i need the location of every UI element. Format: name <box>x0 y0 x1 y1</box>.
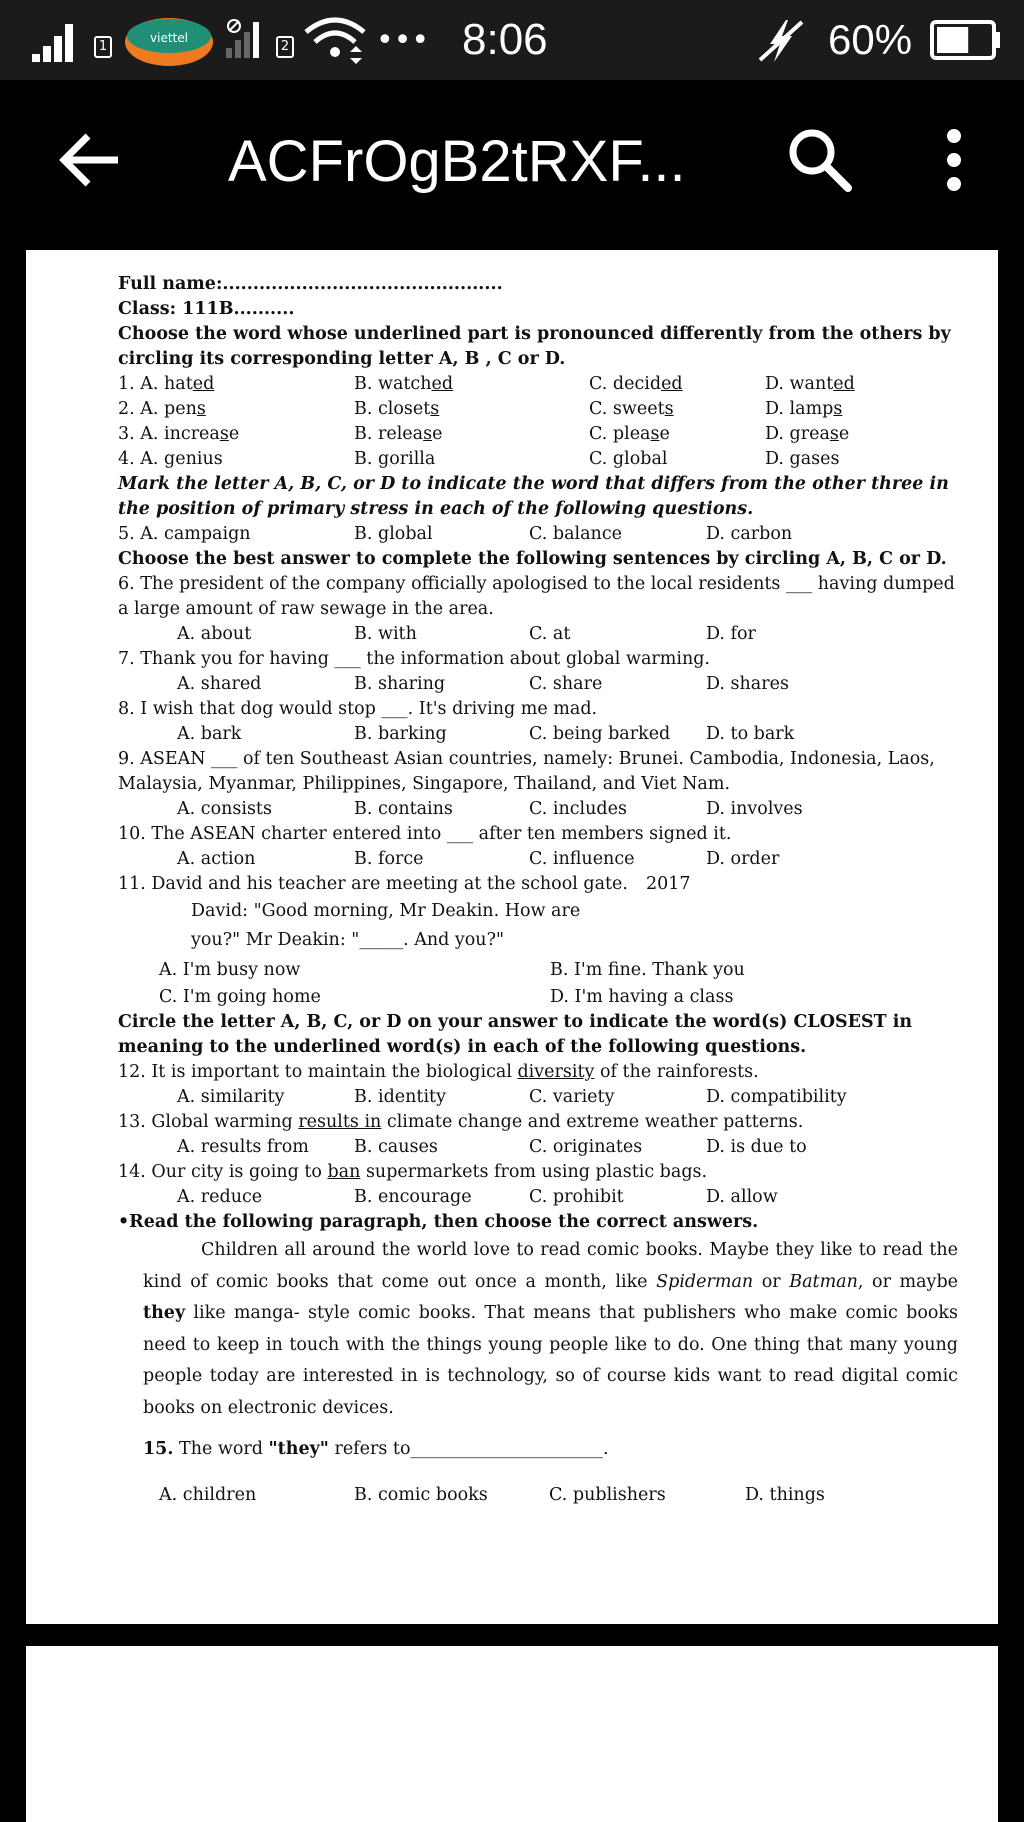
para-batman: Batman <box>789 1271 858 1292</box>
q6-text: 6. The president of the company officially apologised to the local residents ___ having dumped a large amount of raw sewage in the area. <box>118 574 955 619</box>
q11-option-d: D. I'm having a class <box>550 987 734 1007</box>
q2-option-a: 2. A. pens <box>118 399 206 419</box>
para-part-2: , or maybe <box>857 1271 959 1292</box>
q2-option-c: C. sweets <box>589 399 674 419</box>
q9-text: 9. ASEAN ___ of ten Southeast Asian countries, namely: Brunei. Cambodia, Indonesia, Laos, Malaysia, Myanmar, Philippines, Singapore, Thailand, and Viet Nam. <box>118 749 935 794</box>
status-bar <box>0 0 1024 80</box>
q11-option-b: B. I'm fine. Thank you <box>550 960 745 980</box>
q10-text: 10. The ASEAN charter entered into ___ after ten members signed it. <box>118 824 732 844</box>
q4-option-c: C. global <box>589 449 668 469</box>
q10-option-c: C. influence <box>529 849 635 869</box>
q11-option-a: A. I'm busy now <box>159 960 301 980</box>
q13-text <box>118 1110 958 1135</box>
back-arrow-icon[interactable] <box>58 128 122 192</box>
q1-option-d: D. wanted <box>765 374 855 394</box>
q15-text <box>143 1432 958 1466</box>
question-7-options <box>118 672 958 697</box>
battery-icon <box>930 20 1002 60</box>
q15-number: 15. <box>143 1439 174 1459</box>
q13-option-d: D. is due to <box>706 1137 807 1157</box>
q10-option-b: B. force <box>354 849 424 869</box>
q12-option-d: D. compatibility <box>706 1087 847 1107</box>
q11-dialogue-1: David: "Good morning, Mr Deakin. How are <box>191 901 581 921</box>
section-complete-sentences: Choose the best answer to complete the following sentences by circling A, B, C or D. <box>118 549 947 569</box>
class-line: Class: 111B.......... <box>118 299 295 319</box>
q3-option-c: C. please <box>589 424 670 444</box>
q5-option-c: C. balance <box>529 524 622 544</box>
q14-option-c: C. prohibit <box>529 1187 624 1207</box>
q13-option-b: B. causes <box>354 1137 438 1157</box>
q11-dialogue-2: you?" Mr Deakin: "_____. And you?" <box>191 930 505 950</box>
q7-option-d: D. shares <box>706 674 789 694</box>
q12-option-b: B. identity <box>354 1087 446 1107</box>
question-14-options <box>118 1185 958 1210</box>
q3-option-a: 3. A. increase <box>118 424 240 444</box>
section-reading: •Read the following paragraph, then choose the correct answers. <box>118 1212 759 1232</box>
question-4 <box>118 447 958 472</box>
q9-option-d: D. involves <box>706 799 803 819</box>
q8-option-c: C. being barked <box>529 724 671 744</box>
charging-off-icon <box>756 18 806 64</box>
q14-option-b: B. encourage <box>354 1187 472 1207</box>
q7-option-b: B. sharing <box>354 674 446 694</box>
question-1 <box>118 372 958 397</box>
search-icon[interactable] <box>786 126 852 192</box>
q11-text: 11. David and his teacher are meeting at the school gate. <box>118 874 628 894</box>
section-closest-meaning: Circle the letter A, B, C, or D on your answer to indicate the word(s) CLOSEST in meaning to the underlined word(s) in each of the following questions. <box>118 1012 913 1057</box>
question-3 <box>118 422 958 447</box>
q15-option-a: A. children <box>159 1485 257 1505</box>
q4-option-b: B. gorilla <box>354 449 436 469</box>
q5-option-a: 5. A. campaign <box>118 524 251 544</box>
reading-paragraph <box>143 1235 958 1424</box>
section-pronunciation: Choose the word whose underlined part is pronounced differently from the others by circling its corresponding letter A, B , C or D. <box>118 324 951 369</box>
para-part-1: Children all around the world love to read comic books. Maybe they like to read the kind of comic books that come out once a month, like <box>143 1240 958 1292</box>
q7-option-a: A. shared <box>177 674 262 694</box>
q11-year: 2017 <box>646 874 691 894</box>
no-data-signal-icon <box>222 18 282 62</box>
q9-option-a: A. consists <box>177 799 272 819</box>
q1-option-b: B. watched <box>354 374 454 394</box>
q14-underlined: ban <box>327 1162 361 1182</box>
q14-text-post: supermarkets from using plastic bags. <box>360 1162 708 1182</box>
para-or: or <box>753 1271 790 1292</box>
app-bar <box>0 80 1024 250</box>
q15-option-b: B. comic books <box>354 1485 488 1505</box>
q3-option-d: D. grease <box>765 424 850 444</box>
question-11-options-2 <box>118 985 958 1010</box>
q11-text-line <box>118 872 958 897</box>
q15-word: "they" <box>268 1439 329 1459</box>
q6-option-c: C. at <box>529 624 571 644</box>
q6-option-a: A. about <box>177 624 252 644</box>
q6-option-b: B. with <box>354 624 417 644</box>
q12-option-a: A. similarity <box>177 1087 285 1107</box>
overflow-menu-icon[interactable] <box>942 128 966 192</box>
wifi-icon <box>304 16 366 66</box>
sim1-badge: 1 <box>94 36 112 58</box>
question-15-options <box>118 1478 958 1512</box>
q12-text-pre: 12. It is important to maintain the biological <box>118 1062 518 1082</box>
q15-text-pre: The word <box>173 1439 269 1459</box>
q8-option-b: B. barking <box>354 724 447 744</box>
signal-icon <box>32 22 92 62</box>
q13-underlined: results in <box>298 1112 382 1132</box>
document-title: ACFrOgB2tRXF... <box>228 129 686 194</box>
question-5 <box>118 522 958 547</box>
q9-option-b: B. contains <box>354 799 453 819</box>
question-9-options <box>118 797 958 822</box>
battery-percent: 60% <box>828 16 913 63</box>
question-10-options <box>118 847 958 872</box>
full-name-line: Full name:.............................................. <box>118 274 503 294</box>
q3-option-b: B. release <box>354 424 443 444</box>
q7-text: 7. Thank you for having ___ the information about global warming. <box>118 649 710 669</box>
q10-option-d: D. order <box>706 849 780 869</box>
para-they: they <box>143 1303 186 1323</box>
q14-option-a: A. reduce <box>177 1187 263 1207</box>
q1-option-a: 1. A. hated <box>118 374 215 394</box>
clock: 8:06 <box>462 15 548 64</box>
q9-option-c: C. includes <box>529 799 627 819</box>
q12-text-post: of the rainforests. <box>594 1062 759 1082</box>
q1-option-c: C. decided <box>589 374 683 394</box>
svg-text:viettel: viettel <box>150 31 188 45</box>
para-part-3: like manga- style comic books. That means that publishers who make comic books need to keep in touch with the things young people like to do. One thing that many young people today are interested in is technology, so of course kids want to read digital comic books on electronic devices. <box>143 1303 958 1418</box>
q8-option-a: A. bark <box>177 724 242 744</box>
q14-text <box>118 1160 958 1185</box>
q15-option-c: C. publishers <box>549 1485 666 1505</box>
q13-text-post: climate change and extreme weather patterns. <box>381 1112 804 1132</box>
more-notifications-icon: ••• <box>376 22 430 58</box>
question-8-options <box>118 722 958 747</box>
document-page-next[interactable] <box>26 1646 998 1822</box>
question-13-options <box>118 1135 958 1160</box>
q13-text-pre: 13. Global warming <box>118 1112 299 1132</box>
q12-underlined: diversity <box>517 1062 595 1082</box>
para-spiderman: Spiderman <box>656 1271 754 1292</box>
q8-text: 8. I wish that dog would stop ___. It's driving me mad. <box>118 699 598 719</box>
question-11-options-1 <box>118 955 958 985</box>
question-6-options <box>118 622 958 647</box>
sim2-badge: 2 <box>276 36 294 58</box>
q10-option-a: A. action <box>177 849 256 869</box>
q5-option-b: B. global <box>354 524 433 544</box>
q6-option-d: D. for <box>706 624 756 644</box>
q13-option-c: C. originates <box>529 1137 643 1157</box>
q12-option-c: C. variety <box>529 1087 615 1107</box>
q14-option-d: D. allow <box>706 1187 778 1207</box>
q4-option-d: D. gases <box>765 449 840 469</box>
question-12-options <box>118 1085 958 1110</box>
q15-option-d: D. things <box>745 1485 825 1505</box>
q7-option-c: C. share <box>529 674 603 694</box>
carrier-logo-icon <box>124 16 214 68</box>
q4-option-a: 4. A. genius <box>118 449 223 469</box>
q12-text <box>118 1060 958 1085</box>
q13-option-a: A. results from <box>177 1137 309 1157</box>
q5-option-d: D. carbon <box>706 524 793 544</box>
question-2 <box>118 397 958 422</box>
section-stress: Mark the letter A, B, C, or D to indicate the word that differs from the other three in the position of primary stress in each of the following questions. <box>118 474 949 519</box>
q2-option-b: B. closets <box>354 399 440 419</box>
q8-option-d: D. to bark <box>706 724 795 744</box>
q2-option-d: D. lamps <box>765 399 843 419</box>
q11-option-c: C. I'm going home <box>159 987 321 1007</box>
q15-text-tail: refers to______________________. <box>328 1439 609 1459</box>
q14-text-pre: 14. Our city is going to <box>118 1162 328 1182</box>
document-content <box>118 272 958 1512</box>
